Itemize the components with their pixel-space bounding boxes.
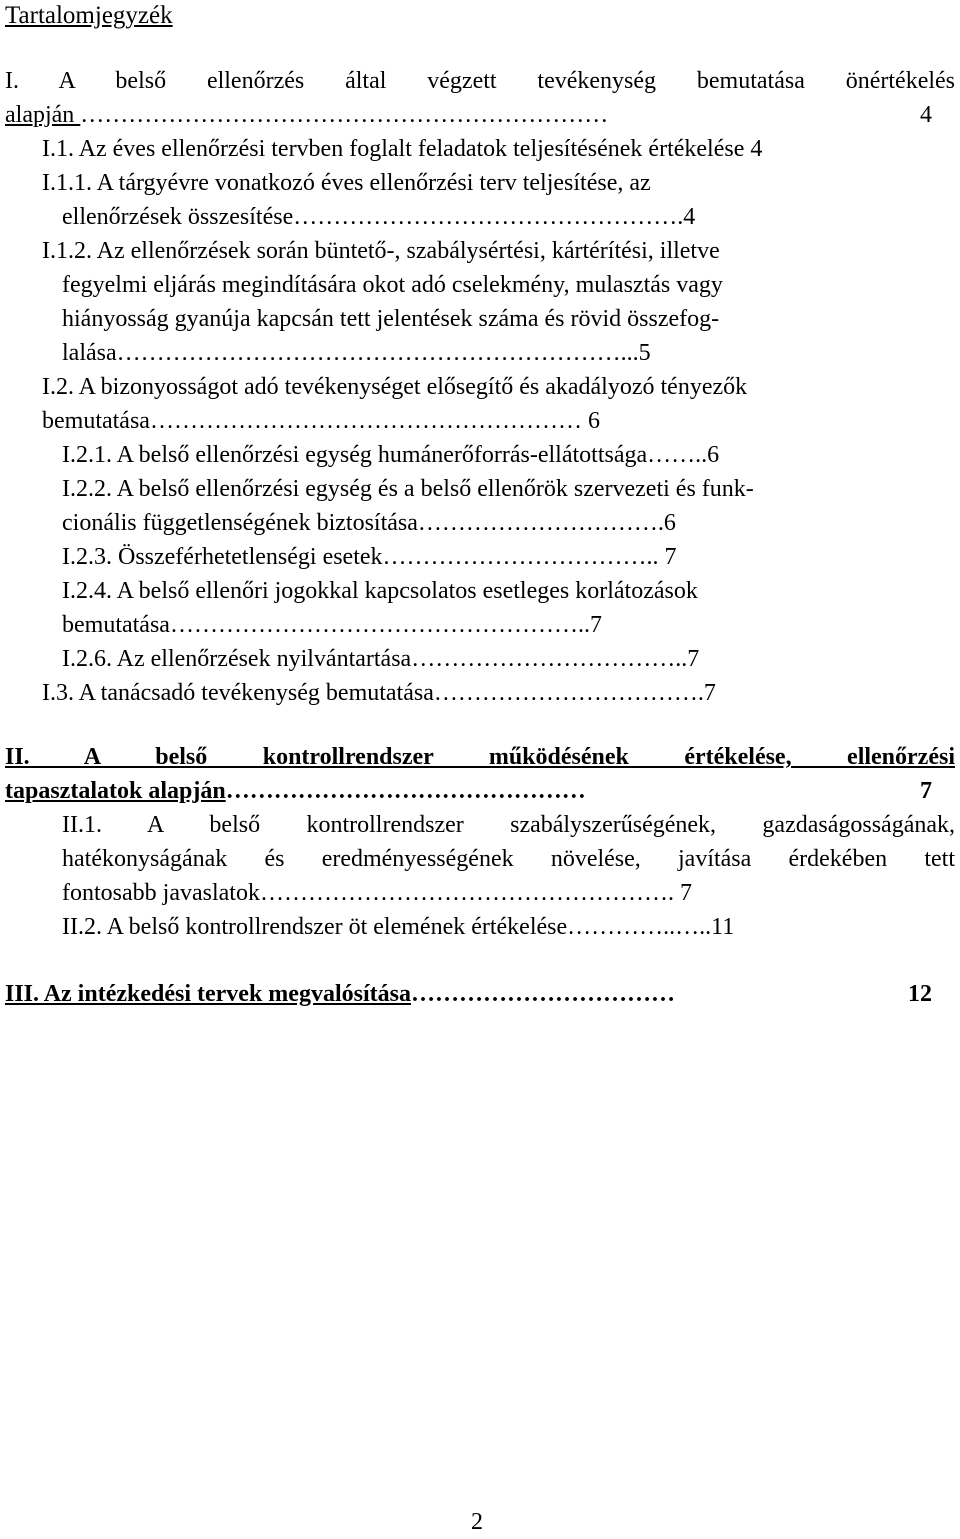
toc-entry-II-link[interactable]: tapasztalatok alapján bbox=[5, 778, 226, 804]
toc-entry-II-1-line2[interactable]: hatékonyságának és eredményességének növelése, javítása érdekében tett bbox=[62, 846, 955, 872]
page-number: 2 bbox=[471, 1509, 483, 1535]
toc-entry-II-2[interactable]: II.2. A belső kontrollrendszer öt elemének értékelése…………..…..11 bbox=[62, 914, 735, 940]
toc-entry-II-1-line3[interactable]: fontosabb javaslatok……………………………………………. 7 bbox=[62, 880, 692, 906]
toc-entry-II-line1[interactable]: II. A belső kontrollrendszer működésének értékelése, ellenőrzési bbox=[5, 744, 955, 770]
toc-entry-II-line2[interactable] bbox=[5, 774, 932, 808]
toc-entry-I-1-1-line1[interactable]: I.1.1. A tárgyévre vonatkozó éves ellenőrzési terv teljesítése, az bbox=[42, 170, 651, 196]
toc-entry-I-1[interactable]: I.1. Az éves ellenőrzési tervben foglalt feladatok teljesítésének értékelése 4 bbox=[42, 136, 763, 162]
toc-page-number: 4 bbox=[920, 102, 932, 128]
toc-leader: ……………………………………… bbox=[225, 778, 586, 804]
toc-page-number: 7 bbox=[920, 778, 932, 804]
toc-entry-I-2-2-line2[interactable]: cionális függetlenségének biztosítása………………………….6 bbox=[62, 510, 676, 536]
toc-entry-III-link[interactable]: III. Az intézkedési tervek megvalósítása bbox=[5, 981, 411, 1007]
toc-page-number: 12 bbox=[908, 981, 932, 1007]
toc-entry-I-1-1-line2[interactable]: ellenőrzések összesítése………………………………………….4 bbox=[62, 204, 696, 230]
toc-entry-I-1-2-line1[interactable]: I.1.2. Az ellenőrzések során büntető-, szabálysértési, kártérítési, illetve bbox=[42, 238, 720, 264]
toc-leader: …………………………… bbox=[410, 981, 675, 1007]
toc-title: Tartalomjegyzék bbox=[5, 2, 173, 29]
toc-entry-I-3[interactable]: I.3. A tanácsadó tevékenység bemutatása…………………………….7 bbox=[42, 680, 716, 706]
toc-entry-I-2-6[interactable]: I.2.6. Az ellenőrzések nyilvántartása……………………………..7 bbox=[62, 646, 700, 672]
toc-entry-I-2-line2[interactable]: bemutatása……………………………………………… 6 bbox=[42, 408, 600, 434]
toc-entry-I-2-line1[interactable]: I.2. A bizonyosságot adó tevékenységet elősegítő és akadályozó tényezők bbox=[42, 374, 748, 400]
toc-leader: ………………………………………………………… bbox=[80, 102, 615, 128]
toc-entry-I-2-3[interactable]: I.2.3. Összeférhetetlenségi esetek…………………………….. 7 bbox=[62, 544, 677, 570]
toc-entry-I-1-2-line3[interactable]: hiányosság gyanúja kapcsán tett jelentések száma és rövid összefog- bbox=[62, 306, 720, 332]
toc-entry-II-1-line1[interactable]: II.1. A belső kontrollrendszer szabályszerűségének, gazdaságosságának, bbox=[62, 812, 955, 838]
toc-entry-I-2-1[interactable]: I.2.1. A belső ellenőrzési egység humánerőforrás-ellátottsága……..6 bbox=[62, 442, 720, 468]
toc-entry-I-2-4-line1[interactable]: I.2.4. A belső ellenőri jogokkal kapcsolatos esetleges korlátozások bbox=[62, 578, 698, 604]
toc-entry-III[interactable] bbox=[5, 977, 932, 1011]
toc-entry-I-line1[interactable]: I. A belső ellenőrzés által végzett tevékenység bemutatása önértékelés bbox=[5, 68, 955, 94]
toc-entry-I-line2[interactable] bbox=[5, 98, 932, 132]
toc-entry-I-2-4-line2[interactable]: bemutatása……………………………………………..7 bbox=[62, 612, 602, 638]
toc-entry-I-1-2-line2[interactable]: fegyelmi eljárás megindítására okot adó cselekmény, mulasztás vagy bbox=[62, 272, 723, 298]
toc-entry-I-link[interactable]: alapján bbox=[5, 102, 81, 128]
toc-entry-I-2-2-line1[interactable]: I.2.2. A belső ellenőrzési egység és a belső ellenőrök szervezeti és funk- bbox=[62, 476, 754, 502]
toc-entry-I-1-2-line4[interactable]: lalása………………………………………………………...5 bbox=[62, 340, 651, 366]
